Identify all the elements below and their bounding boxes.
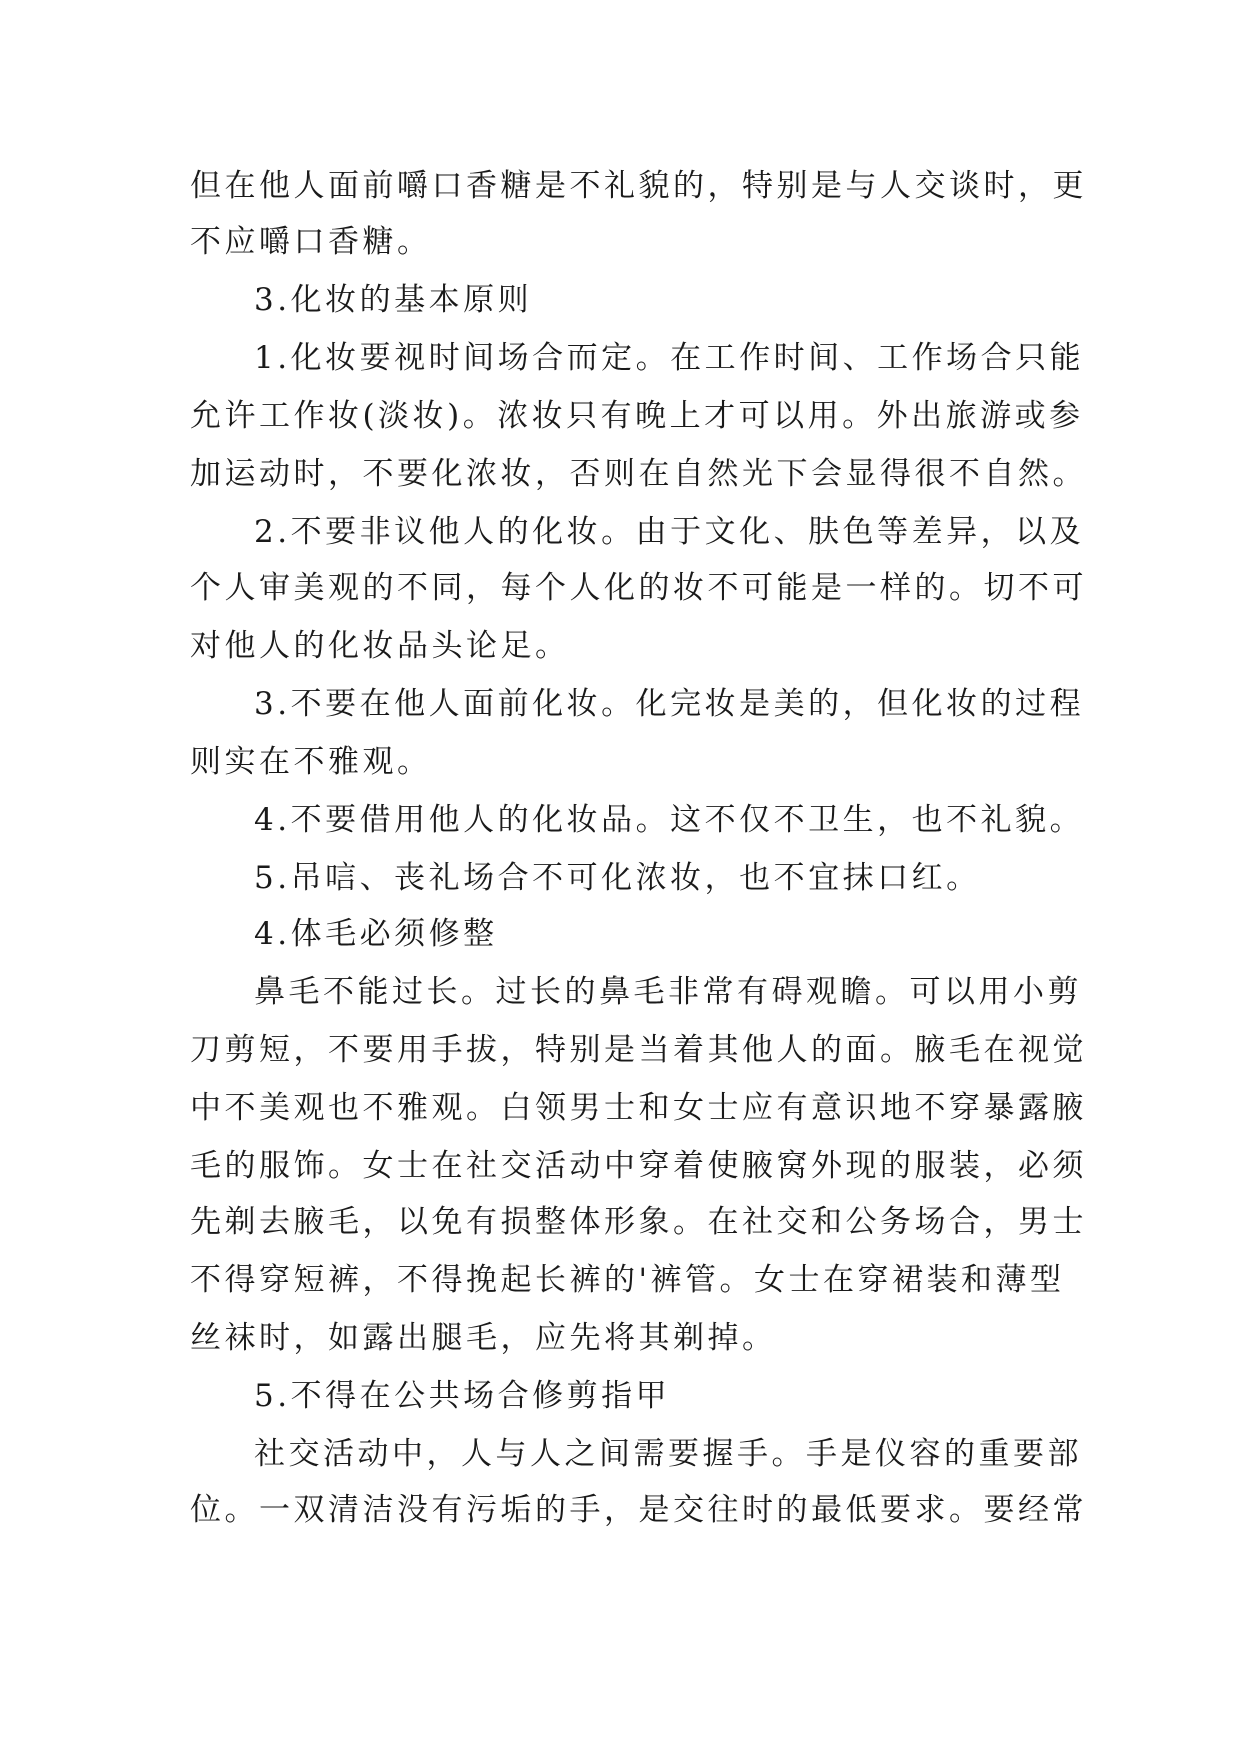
text-line: 刀剪短，不要用手拔，特别是当着其他人的面。腋毛在视觉: [190, 1032, 1087, 1068]
text-line: 则实在不雅观。: [190, 744, 432, 780]
text-line: 个人审美观的不同，每个人化的妆不可能是一样的。切不可: [190, 570, 1087, 606]
text-line: 但在他人面前嚼口香糖是不礼貌的，特别是与人交谈时，更: [190, 168, 1087, 204]
text-line: 不得穿短裤，不得挽起长裤的'裤管。女士在穿裙装和薄型: [190, 1262, 1065, 1298]
text-line: 位。一双清洁没有污垢的手，是交往时的最低要求。要经常: [190, 1492, 1087, 1528]
text-line: 5.吊唁、丧礼场合不可化浓妆，也不宜抹口红。: [254, 860, 981, 896]
text-line: 鼻毛不能过长。过长的鼻毛非常有碍观瞻。可以用小剪: [254, 974, 1082, 1010]
text-line: 不应嚼口香糖。: [190, 224, 432, 260]
text-line: 4.不要借用他人的化妆品。这不仅不卫生，也不礼貌。: [254, 802, 1085, 838]
text-line: 3.不要在他人面前化妆。化完妆是美的，但化妆的过程: [254, 686, 1085, 722]
text-line: 中不美观也不雅观。白领男士和女士应有意识地不穿暴露腋: [190, 1090, 1087, 1126]
text-line: 社交活动中，人与人之间需要握手。手是仪容的重要部: [254, 1436, 1082, 1472]
text-line: 1.化妆要视时间场合而定。在工作时间、工作场合只能: [254, 340, 1085, 376]
text-line: 对他人的化妆品头论足。: [190, 628, 570, 664]
text-line: 加运动时，不要化浓妆，否则在自然光下会显得很不自然。: [190, 456, 1087, 492]
text-line: 丝袜时，如露出腿毛，应先将其剃掉。: [190, 1320, 777, 1356]
section-heading: 4.体毛必须修整: [254, 916, 498, 952]
text-line: 毛的服饰。女士在社交活动中穿着使腋窝外现的服装，必须: [190, 1148, 1087, 1184]
text-line: 允许工作妆(淡妆)。浓妆只有晚上才可以用。外出旅游或参: [190, 398, 1084, 434]
text-line: 先剃去腋毛，以免有损整体形象。在社交和公务场合，男士: [190, 1204, 1087, 1240]
section-heading: 3.化妆的基本原则: [254, 282, 533, 318]
text-line: 2.不要非议他人的化妆。由于文化、肤色等差异，以及: [254, 514, 1085, 550]
section-heading: 5.不得在公共场合修剪指甲: [254, 1378, 671, 1414]
